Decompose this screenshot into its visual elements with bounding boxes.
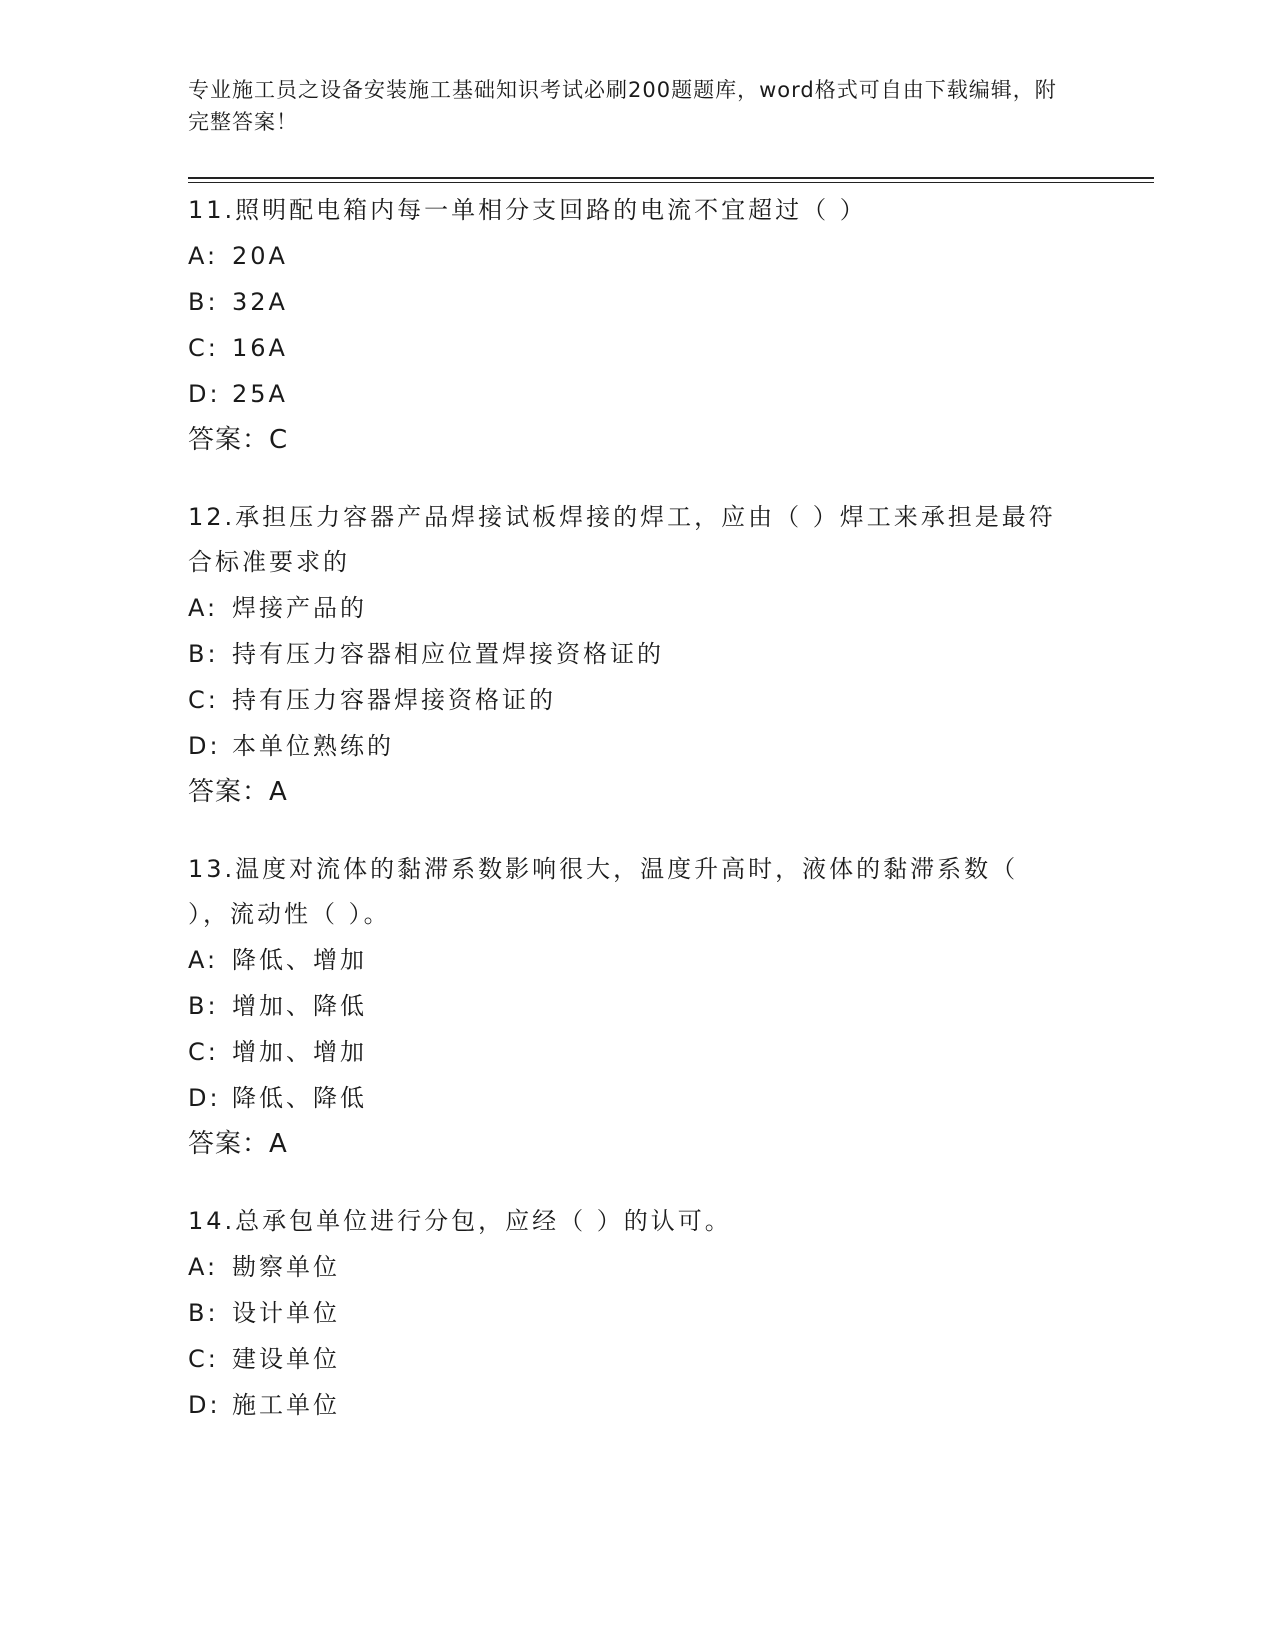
option-key: C: bbox=[188, 1038, 219, 1066]
option-a bbox=[188, 1244, 1068, 1290]
option-key: D: bbox=[188, 1084, 221, 1112]
option-text: 持有压力容器相应位置焊接资格证的 bbox=[232, 640, 664, 668]
option-text: 32A bbox=[232, 288, 288, 316]
option-key: D: bbox=[188, 732, 221, 760]
option-key: C: bbox=[188, 1345, 219, 1373]
question-14 bbox=[188, 1199, 1068, 1428]
option-a bbox=[188, 937, 1068, 983]
option-text: 施工单位 bbox=[232, 1391, 340, 1419]
document-header: 专业施工员之设备安装施工基础知识考试必刷200题题库，word格式可自由下载编辑，附完整答案！ bbox=[188, 78, 1057, 134]
answer-line: 答案：C bbox=[188, 425, 289, 455]
option-text: 16A bbox=[232, 334, 288, 362]
option-b bbox=[188, 279, 1068, 325]
option-text: 20A bbox=[232, 242, 288, 270]
option-text: 勘察单位 bbox=[232, 1253, 340, 1281]
option-key: D: bbox=[188, 380, 221, 408]
option-text: 持有压力容器焊接资格证的 bbox=[232, 686, 556, 714]
question-list bbox=[188, 188, 1068, 1460]
option-text: 降低、降低 bbox=[232, 1084, 367, 1112]
question-11 bbox=[188, 188, 1068, 463]
option-text: 焊接产品的 bbox=[232, 594, 367, 622]
option-b bbox=[188, 1290, 1068, 1336]
question-stem: 13.温度对流体的黏滞系数影响很大，温度升高时，液体的黏滞系数（ ），流动性（ ）。 bbox=[188, 855, 1029, 928]
option-key: C: bbox=[188, 334, 219, 362]
option-key: B: bbox=[188, 288, 219, 316]
answer-line: 答案：A bbox=[188, 777, 288, 807]
option-c bbox=[188, 1336, 1068, 1382]
header-divider-thin bbox=[188, 182, 1154, 183]
option-b bbox=[188, 983, 1068, 1029]
option-c bbox=[188, 677, 1068, 723]
option-d bbox=[188, 1382, 1068, 1428]
option-c bbox=[188, 325, 1068, 371]
option-key: A: bbox=[188, 1253, 219, 1281]
option-a bbox=[188, 585, 1068, 631]
question-stem: 14.总承包单位进行分包，应经（ ）的认可。 bbox=[188, 1207, 732, 1235]
question-stem: 11.照明配电箱内每一单相分支回路的电流不宜超过（ ） bbox=[188, 196, 867, 224]
option-key: C: bbox=[188, 686, 219, 714]
question-12 bbox=[188, 495, 1068, 815]
option-text: 本单位熟练的 bbox=[232, 732, 394, 760]
option-key: A: bbox=[188, 594, 219, 622]
option-d bbox=[188, 723, 1068, 769]
option-key: B: bbox=[188, 1299, 219, 1327]
option-text: 增加、增加 bbox=[232, 1038, 367, 1066]
option-text: 25A bbox=[232, 380, 288, 408]
option-c bbox=[188, 1029, 1068, 1075]
option-key: A: bbox=[188, 242, 219, 270]
answer-line: 答案：A bbox=[188, 1129, 288, 1159]
option-d bbox=[188, 1075, 1068, 1121]
option-text: 设计单位 bbox=[232, 1299, 340, 1327]
option-key: D: bbox=[188, 1391, 221, 1419]
header-divider-thick bbox=[188, 177, 1154, 179]
option-text: 降低、增加 bbox=[232, 946, 367, 974]
option-key: B: bbox=[188, 992, 219, 1020]
option-b bbox=[188, 631, 1068, 677]
option-key: B: bbox=[188, 640, 219, 668]
question-13 bbox=[188, 847, 1068, 1167]
option-text: 建设单位 bbox=[232, 1345, 340, 1373]
option-a bbox=[188, 233, 1068, 279]
option-text: 增加、降低 bbox=[232, 992, 367, 1020]
question-stem: 12.承担压力容器产品焊接试板焊接的焊工，应由（ ）焊工来承担是最符合标准要求的 bbox=[188, 503, 1056, 576]
option-d bbox=[188, 371, 1068, 417]
option-key: A: bbox=[188, 946, 219, 974]
